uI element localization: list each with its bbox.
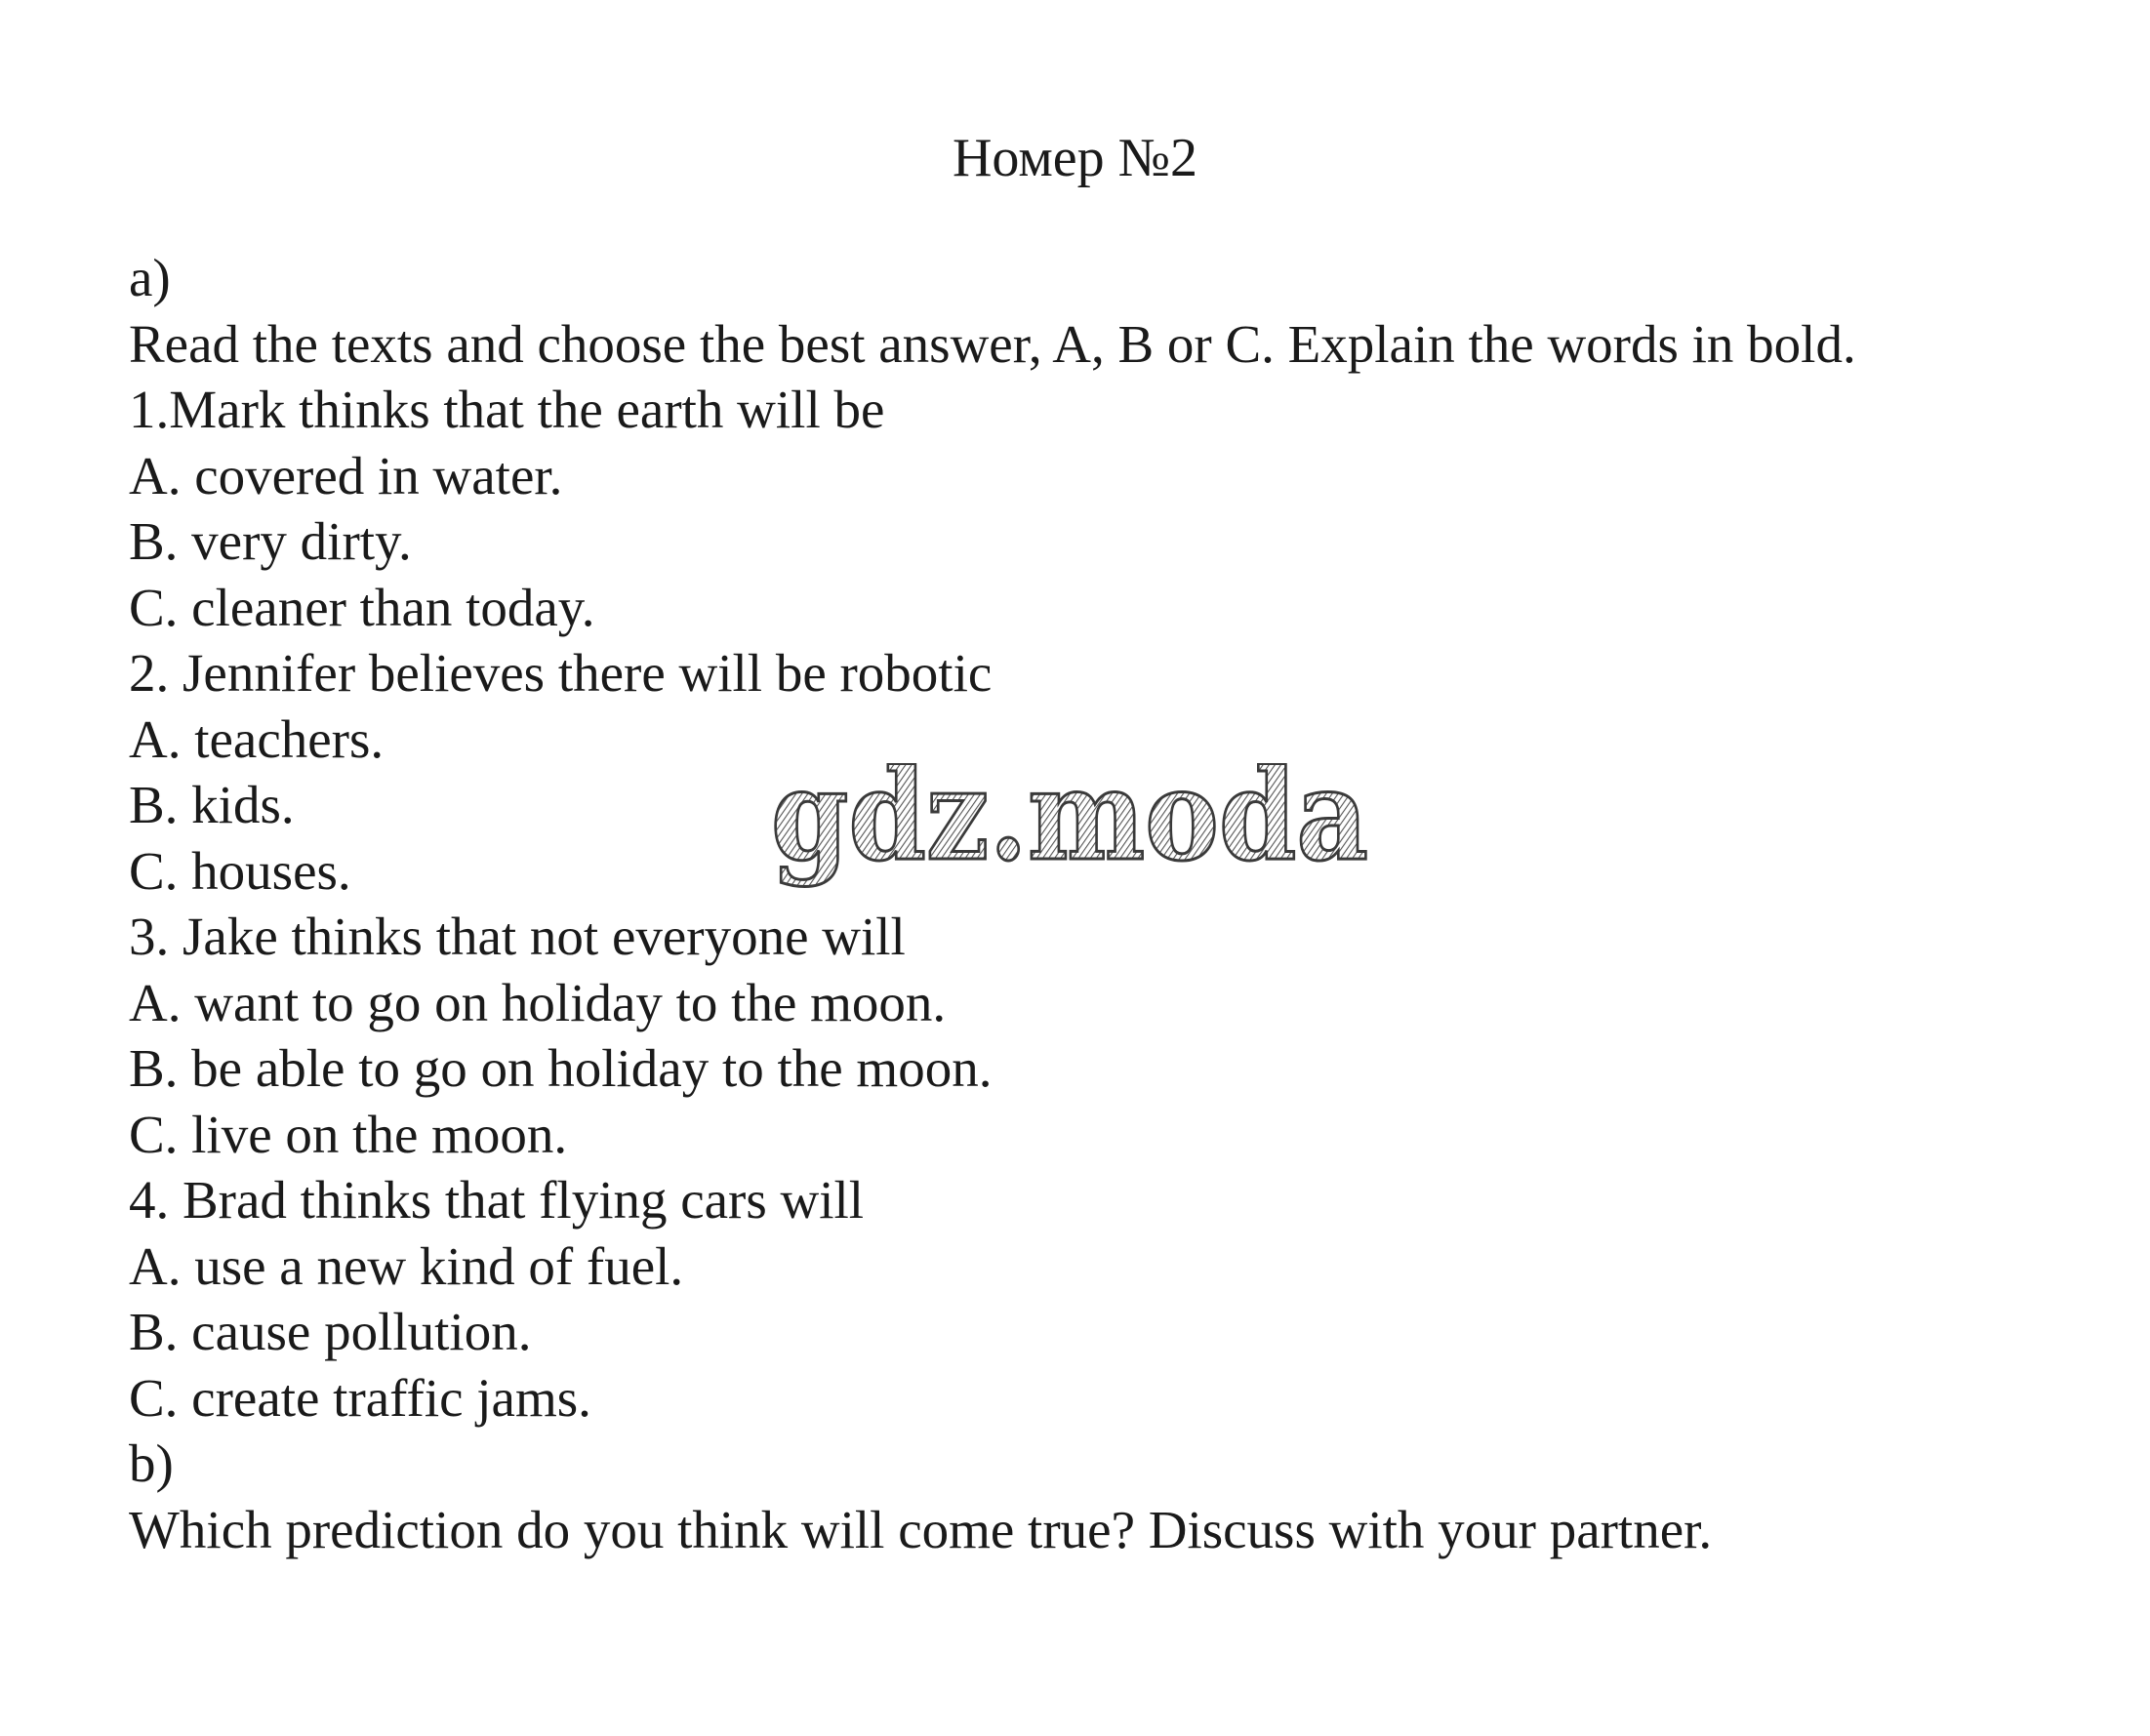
section-a-label: a): [129, 248, 171, 307]
question-4-option-b: B. cause pollution.: [129, 1302, 532, 1361]
section-b-label: b): [129, 1433, 174, 1493]
question-3-stem: 3. Jake thinks that not everyone will: [129, 907, 906, 966]
question-3-option-b: B. be able to go on holiday to the moon.: [129, 1038, 993, 1098]
section-a-instruction: Read the texts and choose the best answer, A, B or C. Explain the words in bold.: [129, 313, 1856, 374]
question-3-option-c: C. live on the moon.: [129, 1104, 568, 1164]
question-4-option-a: A. use a new kind of fuel.: [129, 1235, 684, 1296]
question-2-option-a: A. teachers.: [129, 708, 385, 769]
question-2-option-b: B. kids.: [129, 775, 295, 834]
question-3-option-a: A. want to go on holiday to the moon.: [129, 972, 947, 1032]
question-1-option-c: C. cleaner than today.: [129, 577, 595, 637]
question-1-option-b: B. very dirty.: [129, 511, 412, 571]
question-1-stem: 1.Mark thinks that the earth will be: [129, 380, 885, 439]
question-2-option-c: C. houses.: [129, 840, 351, 901]
question-2-stem: 2. Jennifer believes there will be robotic: [129, 643, 993, 703]
watermark-logo: [763, 763, 1378, 909]
question-4-stem: 4. Brad thinks that flying cars will: [129, 1170, 865, 1230]
question-4-option-c: C. create traffic jams.: [129, 1367, 591, 1428]
section-b-instruction: Which prediction do you think will come true? Discuss with your partner.: [129, 1499, 1713, 1559]
watermark-text: gdz.moda: [771, 763, 1368, 889]
page-title: Номер №2: [952, 128, 1198, 188]
question-1-option-a: A. covered in water.: [129, 445, 563, 505]
